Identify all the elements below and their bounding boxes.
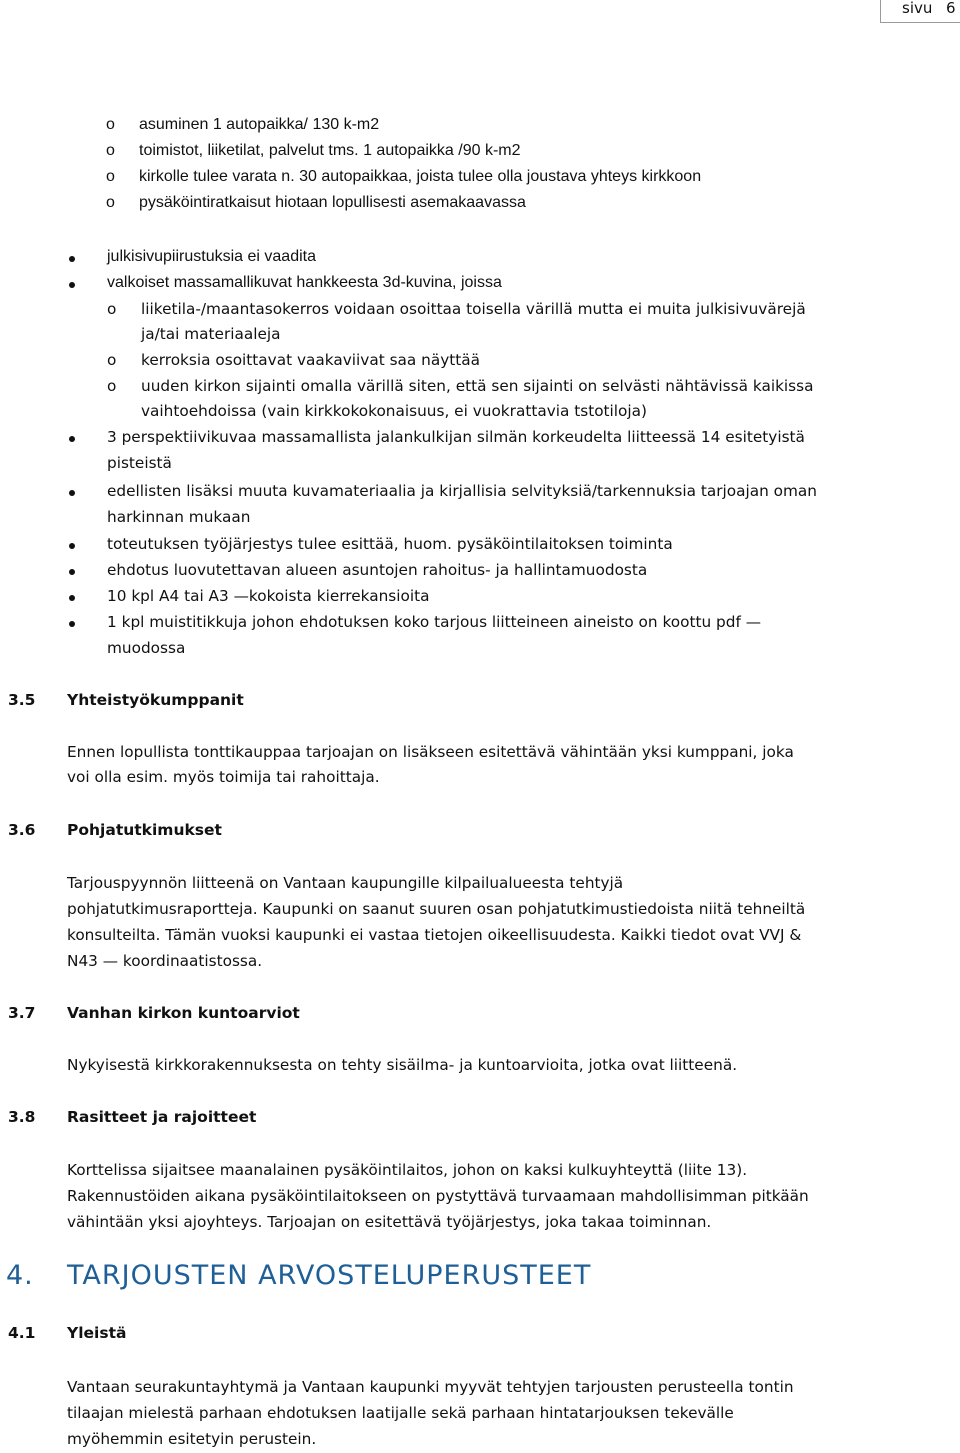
list-item: kerroksia osoittavat vaakaviivat saa näyttää bbox=[141, 351, 481, 369]
page-number: 6 bbox=[946, 0, 956, 17]
bullet-dot bbox=[69, 282, 75, 288]
bullet-dot bbox=[69, 569, 75, 575]
paragraph-line: konsulteilta. Tämän vuoksi kaupunki ei vastaa tietojen oikeellisuudesta. Kaikki tiedot ovat VVJ & bbox=[67, 926, 802, 944]
list-item-continued: vaihtoehdoissa (vain kirkkokokonaisuus, ei vuokrattavia tstotiloja) bbox=[141, 402, 648, 420]
list-item: 3 perspektiivikuvaa massamallista jalankulkijan silmän korkeudelta liitteessä 14 esitetyistä bbox=[107, 428, 805, 446]
section-title: Rasitteet ja rajoitteet bbox=[67, 1108, 257, 1126]
section-title: Yhteistyökumppanit bbox=[67, 691, 244, 709]
sub-marker: o bbox=[107, 351, 117, 369]
bullet-dot bbox=[69, 490, 75, 496]
paragraph-line: Tarjouspyynnön liitteenä on Vantaan kaupungille kilpailualueesta tehtyjä bbox=[67, 874, 624, 892]
paragraph-line: voi olla esim. myös toimija tai rahoittaja. bbox=[67, 768, 380, 786]
bullet-dot bbox=[69, 543, 75, 549]
page-label: sivu bbox=[902, 0, 933, 17]
chapter-title: TARJOUSTEN ARVOSTELUPERUSTEET bbox=[67, 1260, 592, 1291]
paragraph-line: myöhemmin esitetyin perustein. bbox=[67, 1430, 317, 1448]
section-number: 4.1 bbox=[8, 1324, 36, 1342]
paragraph-line: Korttelissa sijaitsee maanalainen pysäköintilaitos, johon on kaksi kulkuyhteyttä (liite 13). bbox=[67, 1161, 748, 1179]
sub-marker: o bbox=[106, 116, 115, 133]
list-item: pysäköintiratkaisut hiotaan lopullisesti asemakaavassa bbox=[139, 194, 526, 211]
paragraph-line: Nykyisestä kirkkorakennuksesta on tehty sisäilma- ja kuntoarvioita, jotka ovat liitteenä. bbox=[67, 1056, 738, 1074]
section-title: Pohjatutkimukset bbox=[67, 821, 222, 839]
section-title: Yleistä bbox=[67, 1324, 127, 1342]
section-number: 3.5 bbox=[8, 691, 36, 709]
list-item-continued: ja/tai materiaaleja bbox=[141, 325, 281, 343]
list-item: ehdotus luovutettavan alueen asuntojen rahoitus- ja hallintamuodosta bbox=[107, 561, 648, 579]
list-item: uuden kirkon sijainti omalla värillä siten, että sen sijainti on selvästi nähtävissä kaikissa bbox=[141, 377, 814, 395]
sub-marker: o bbox=[106, 142, 115, 159]
list-item-continued: harkinnan mukaan bbox=[107, 508, 251, 526]
list-item: liiketila-/maantasokerros voidaan osoittaa toisella värillä mutta ei muita julkisivuvärejä bbox=[141, 300, 806, 318]
section-number: 3.8 bbox=[8, 1108, 36, 1126]
paragraph-line: pohjatutkimusraportteja. Kaupunki on saanut suuren osan pohjatutkimustiedoista niitä tehneiltä bbox=[67, 900, 806, 918]
sub-marker: o bbox=[106, 168, 115, 185]
bullet-dot bbox=[69, 595, 75, 601]
paragraph-line: tilaajan mielestä parhaan ehdotuksen laatijalle sekä parhaan hintatarjouksen tekevälle bbox=[67, 1404, 734, 1422]
list-item-continued: pisteistä bbox=[107, 454, 172, 472]
sub-marker: o bbox=[107, 377, 117, 395]
sub-marker: o bbox=[107, 300, 117, 318]
section-title: Vanhan kirkon kuntoarviot bbox=[67, 1004, 300, 1022]
bullet-dot bbox=[69, 256, 75, 262]
bullet-dot bbox=[69, 621, 75, 627]
paragraph-line: Vantaan seurakuntayhtymä ja Vantaan kaupunki myyvät tehtyjen tarjousten perusteella tontin bbox=[67, 1378, 794, 1396]
list-item-continued: muodossa bbox=[107, 639, 186, 657]
list-item: asuminen 1 autopaikka/ 130 k-m2 bbox=[139, 116, 380, 133]
sub-marker: o bbox=[106, 194, 115, 211]
paragraph-line: Ennen lopullista tonttikauppaa tarjoajan on lisäkseen esitettävä vähintään yksi kumppani, joka bbox=[67, 743, 794, 761]
list-item: toimistot, liiketilat, palvelut tms. 1 autopaikka /90 k-m2 bbox=[139, 142, 521, 159]
list-item: julkisivupiirustuksia ei vaadita bbox=[107, 248, 316, 265]
bullet-dot bbox=[69, 436, 75, 442]
chapter-number: 4. bbox=[6, 1260, 34, 1291]
paragraph-line: Rakennustöiden aikana pysäköintilaitokseen on pystyttävä turvaamaan mahdollisimman pitkään bbox=[67, 1187, 809, 1205]
paragraph-line: N43 — koordinaatistossa. bbox=[67, 952, 263, 970]
list-item: 10 kpl A4 tai A3 —kokoista kierrekansioita bbox=[107, 587, 430, 605]
paragraph-line: vähintään yksi ajoyhteys. Tarjoajan on esitettävä työjärjestys, joka takaa toiminnan. bbox=[67, 1213, 712, 1231]
list-item: kirkolle tulee varata n. 30 autopaikkaa, joista tulee olla joustava yhteys kirkkoon bbox=[139, 168, 702, 185]
section-number: 3.7 bbox=[8, 1004, 36, 1022]
list-item: 1 kpl muistitikkuja johon ehdotuksen koko tarjous liitteineen aineisto on koottu pdf — bbox=[107, 613, 762, 631]
list-item: edellisten lisäksi muuta kuvamateriaalia ja kirjallisia selvityksiä/tarkennuksia tarjoajan oman bbox=[107, 482, 817, 500]
section-number: 3.6 bbox=[8, 821, 36, 839]
list-item: toteutuksen työjärjestys tulee esittää, huom. pysäköintilaitoksen toiminta bbox=[107, 535, 673, 553]
list-item: valkoiset massamallikuvat hankkeesta 3d-kuvina, joissa bbox=[107, 274, 502, 291]
